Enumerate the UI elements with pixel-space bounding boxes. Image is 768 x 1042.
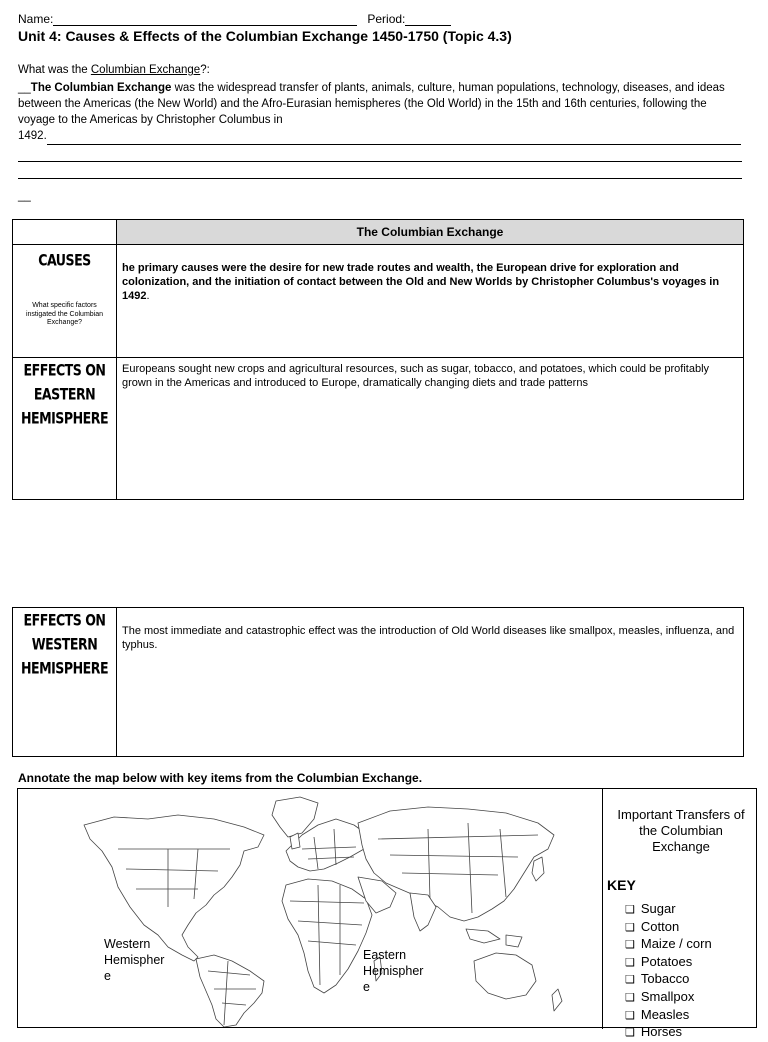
- new-zealand-shape: [552, 989, 562, 1011]
- name-blank[interactable]: [53, 13, 357, 26]
- africa-shape: [282, 879, 372, 993]
- answer-line-3[interactable]: [18, 178, 742, 179]
- key-item-horses[interactable]: ❑ Horses: [625, 1024, 759, 1042]
- question-term: Columbian Exchange: [90, 64, 201, 76]
- answer-line-1[interactable]: [47, 144, 741, 145]
- west-label-cell: [13, 608, 117, 757]
- se-asia-islands-shape: [466, 929, 522, 947]
- answer-tail: __: [18, 190, 31, 202]
- period-blank[interactable]: [405, 13, 451, 26]
- map-box: [17, 788, 757, 1040]
- causes-label: CAUSES: [38, 251, 91, 271]
- answer-bold-term: The Columbian Exchange: [30, 82, 172, 94]
- question-suffix: ?:: [200, 64, 210, 76]
- columbian-exchange-table: [12, 219, 744, 500]
- table-header: The Columbian Exchange: [117, 220, 744, 245]
- eastern-hemisphere-label: Eastern Hemispher e: [363, 948, 424, 994]
- causes-question: What specific factors instigated the Columbian Exchange?: [25, 302, 104, 326]
- question-text: [18, 64, 210, 76]
- key-item-potatoes[interactable]: ❑ Potatoes: [625, 954, 759, 972]
- key-title: Important Transfers of the Columbian Exchange: [617, 807, 745, 854]
- west-answer-cell[interactable]: [117, 608, 744, 757]
- answer-text: [18, 80, 744, 144]
- name-label: Name:: [18, 12, 54, 26]
- west-effects-label: EFFECTS ON WESTERN HEMISPHERE: [20, 611, 109, 679]
- answer-year: 1492.: [18, 130, 47, 142]
- key-item-smallpox[interactable]: ❑ Smallpox: [625, 989, 759, 1007]
- key-item-cotton[interactable]: ❑ Cotton: [625, 919, 759, 937]
- causes-text-end: .: [146, 290, 150, 302]
- key-item-maize[interactable]: ❑ Maize / corn: [625, 936, 759, 954]
- east-effects-text: Europeans sought new crops and agricultural resources, such as sugar, tobacco, and potatoes, which could be profitably grown in the Americas and introduced to Europe, dramatically changing diets and trade patterns: [122, 363, 710, 389]
- western-hemisphere-label: Western Hemispher e: [104, 937, 165, 983]
- causes-label-cell: [13, 245, 117, 358]
- key-item-measles[interactable]: ❑ Measles: [625, 1007, 759, 1025]
- south-america-shape: [196, 955, 264, 1027]
- east-label-cell: [13, 358, 117, 500]
- australia-shape: [474, 953, 536, 999]
- page-title: Unit 4: Causes & Effects of the Columbian Exchange 1450-1750 (Topic 4.3): [18, 28, 512, 44]
- answer-lead: __: [18, 82, 31, 94]
- japan-shape: [532, 857, 544, 881]
- key-label: KEY: [607, 877, 636, 893]
- causes-answer-cell[interactable]: [117, 245, 744, 358]
- west-effects-text: The most immediate and catastrophic effect was the introduction of Old World diseases like smallpox, measles, influenza, and typhus.: [122, 625, 735, 651]
- table-corner-cell: [13, 220, 117, 245]
- east-answer-cell[interactable]: [117, 358, 744, 500]
- question-prefix: What was the: [18, 64, 91, 76]
- answer-body: was the widespread transfer of plants, animals, culture, human populations, technology, diseases, and ideas between the Americas (the New World) and the Afro-Eurasian hemispheres (the Old World) in the 15th and 16th centuries, following the voyage to the Americas by Christopher Columbus in: [18, 82, 725, 126]
- period-label: Period:: [367, 12, 406, 26]
- east-effects-label: EFFECTS ON EASTERN HEMISPHERE: [20, 361, 109, 429]
- name-period-line: [18, 12, 451, 26]
- causes-text: he primary causes were the desire for new trade routes and wealth, the European drive for exploration and colonization, and the initiation of contact between the Old and New Worlds by Christopher Columbus's voyages in 1492: [122, 262, 720, 302]
- western-effects-table: [12, 607, 744, 757]
- world-map-outline[interactable]: [18, 789, 602, 1027]
- key-list: [625, 901, 759, 1042]
- map-instruction: Annotate the map below with key items from the Columbian Exchange.: [18, 771, 423, 785]
- map-key-panel: [602, 789, 759, 1040]
- answer-line-2[interactable]: [18, 161, 742, 162]
- key-item-tobacco[interactable]: ❑ Tobacco: [625, 971, 759, 989]
- key-item-sugar[interactable]: ❑ Sugar: [625, 901, 759, 919]
